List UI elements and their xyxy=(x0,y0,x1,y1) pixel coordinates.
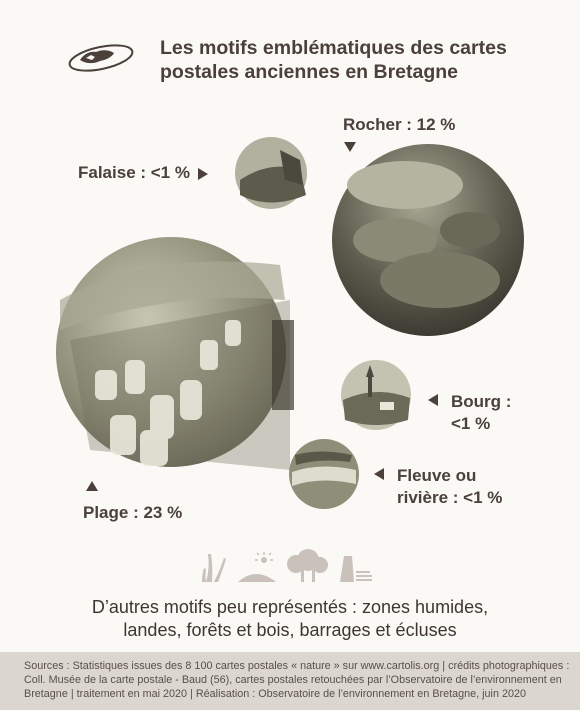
other-motifs-text xyxy=(40,596,540,642)
other-motifs-line-2: landes, forêts et bois, barrages et écluses xyxy=(123,620,457,640)
other-motifs-icons xyxy=(200,548,380,584)
footer-line-3: Bretagne | traitement en mai 2020 | Réalisation : Observatoire de l’environnement en Bretagne, juin 2020 xyxy=(24,688,526,700)
arrow-right-falaise-icon xyxy=(198,168,208,180)
bubble-fleuve xyxy=(289,439,359,509)
footer-line-1: Sources : Statistiques issues des 8 100 cartes postales « nature » sur www.cartolis.org | crédits photographiques : xyxy=(24,660,570,672)
bubble-bourg xyxy=(341,360,411,430)
arrow-left-fleuve-icon xyxy=(374,468,384,480)
forest-trees-icon xyxy=(287,549,328,582)
label-fleuve-line-1: Fleuve ou xyxy=(397,466,477,485)
label-plage: Plage : 23 % xyxy=(83,503,183,522)
label-rocher: Rocher : 12 % xyxy=(343,115,456,134)
bubble-plage xyxy=(56,237,294,470)
dam-lock-icon xyxy=(340,556,372,582)
bubble-rocher xyxy=(332,144,524,336)
wetland-reeds-icon xyxy=(202,554,226,582)
footer-line-2: Coll. Musée de la carte postale - Baud (56), cartes postales retouchées par l’Observatoire de l’environnement en xyxy=(24,674,562,686)
arrow-left-bourg-icon xyxy=(428,394,438,406)
bubble-falaise xyxy=(235,137,307,209)
label-bourg-line-1: Bourg : xyxy=(451,392,512,411)
other-motifs-line-1: D’autres motifs peu représentés : zones humides, xyxy=(91,597,489,617)
label-falaise: Falaise : <1 % xyxy=(78,163,190,182)
label-bourg-line-2: <1 % xyxy=(451,414,491,433)
arrow-down-rocher-icon xyxy=(344,142,356,152)
title-line-1: Les motifs emblématiques des cartes xyxy=(160,37,507,59)
label-fleuve-line-2: rivière : <1 % xyxy=(397,488,503,507)
title-line-2: postales anciennes en Bretagne xyxy=(160,61,459,83)
sources-footer xyxy=(0,652,580,710)
moorland-sun-icon xyxy=(238,552,276,582)
arrow-up-plage-icon xyxy=(86,481,98,491)
